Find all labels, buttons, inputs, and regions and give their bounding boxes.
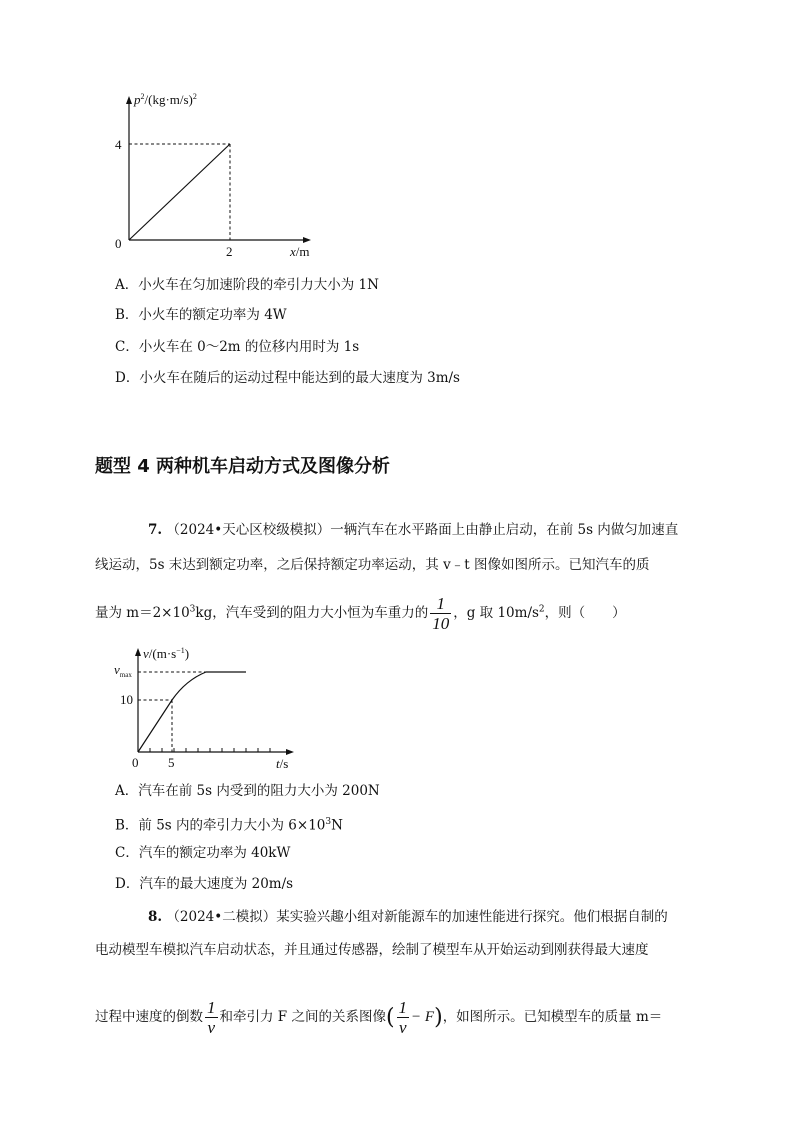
q7-option-c[interactable]: C．汽车的额定功率为 40kW xyxy=(115,845,291,861)
q7-option-b[interactable]: B．前 5s 内的牵引力大小为 $6\times 10^3N$ xyxy=(115,817,343,834)
x-tick-label: 5 xyxy=(168,755,175,770)
y-tick-label: 4 xyxy=(115,137,122,152)
q7-option-a[interactable]: A．汽车在前 5s 内受到的阻力大小为 200N xyxy=(115,783,380,799)
y-tick-label: 10 xyxy=(120,692,133,707)
x-axis-label: x/m xyxy=(290,244,310,259)
y-axis-label: $v/(m\cdot s^{-1})$ xyxy=(143,646,190,661)
fraction-one-over-v-2: $\frac{1}{v}$ xyxy=(398,998,408,1037)
x-tick-label: 2 xyxy=(226,244,233,259)
q6-option-b[interactable]: B．小火车的额定功率为 4W xyxy=(115,307,287,323)
q7-option-d[interactable]: D．汽车的最大速度为 20m/s xyxy=(115,876,294,892)
graph-v-vs-t xyxy=(110,640,310,780)
q6-option-a[interactable]: A．小火车在匀加速阶段的牵引力大小为 1N xyxy=(115,277,379,293)
x-axis-label: t/s xyxy=(276,756,289,771)
y-axis-label: $p^2/(kg\cdot m/s)^2$ xyxy=(134,92,197,107)
q8-number: 8. xyxy=(148,909,163,925)
y-axis-arrow xyxy=(126,96,132,104)
origin-label: 0 xyxy=(132,755,139,770)
y-axis-arrow xyxy=(135,648,141,656)
q7-number: 7. xyxy=(148,522,163,538)
q7-line-1: 7. （2024•天心区校级模拟）一辆汽车在水平路面上由静止启动，在前 5s 内做匀加速直 xyxy=(148,522,679,538)
velocity-curve xyxy=(138,672,246,752)
vmax-label: $v_{max}$ xyxy=(114,662,132,679)
q7-line-2: 线运动，5s 末达到额定功率，之后保持额定功率运动，其 v﹣t 图像如图所示。已知汽车的质 xyxy=(95,557,650,573)
x-axis-arrow xyxy=(286,749,294,755)
q6-option-c[interactable]: C．小火车在 0～2m 的位移内用时为 1s xyxy=(115,339,360,355)
graph-p2-vs-x xyxy=(105,90,335,270)
origin-label: 0 xyxy=(115,236,122,251)
x-axis-arrow xyxy=(303,237,311,243)
data-line xyxy=(129,144,230,240)
q8-line-2: 电动模型车模拟汽车启动状态，并且通过传感器，绘制了模型车从开始运动到刚获得最大速度 xyxy=(95,942,649,958)
section-heading: 题型 4 两种机车启动方式及图像分析 xyxy=(95,456,391,477)
q6-option-d[interactable]: D．小火车在随后的运动过程中能达到的最大速度为 3m/s xyxy=(115,370,460,386)
fraction-one-over-v: $\frac{1}{v}$ xyxy=(207,998,216,1037)
fraction-one-tenth: $\frac{1}{10}$ xyxy=(432,594,450,633)
q8-line-3: 过程中速度的倒数 $\frac{1}{v}$ 和牵引力 F 之间的关系图像( $\frac{1}{v}$ − F)，如图所示。已知模型车的质量 m＝ xyxy=(95,998,663,1037)
q8-line-1: 8. （2024•二模拟）某实验兴趣小组对新能源车的加速性能进行探究。他们根据自制的 xyxy=(148,909,668,925)
q7-line-3: 量为 $m=2\times 10^3kg$，汽车受到的阻力大小恒为车重力的 $\frac{1}{10}$ ，g 取 $10m/s^2$，则（ ） xyxy=(95,594,626,633)
